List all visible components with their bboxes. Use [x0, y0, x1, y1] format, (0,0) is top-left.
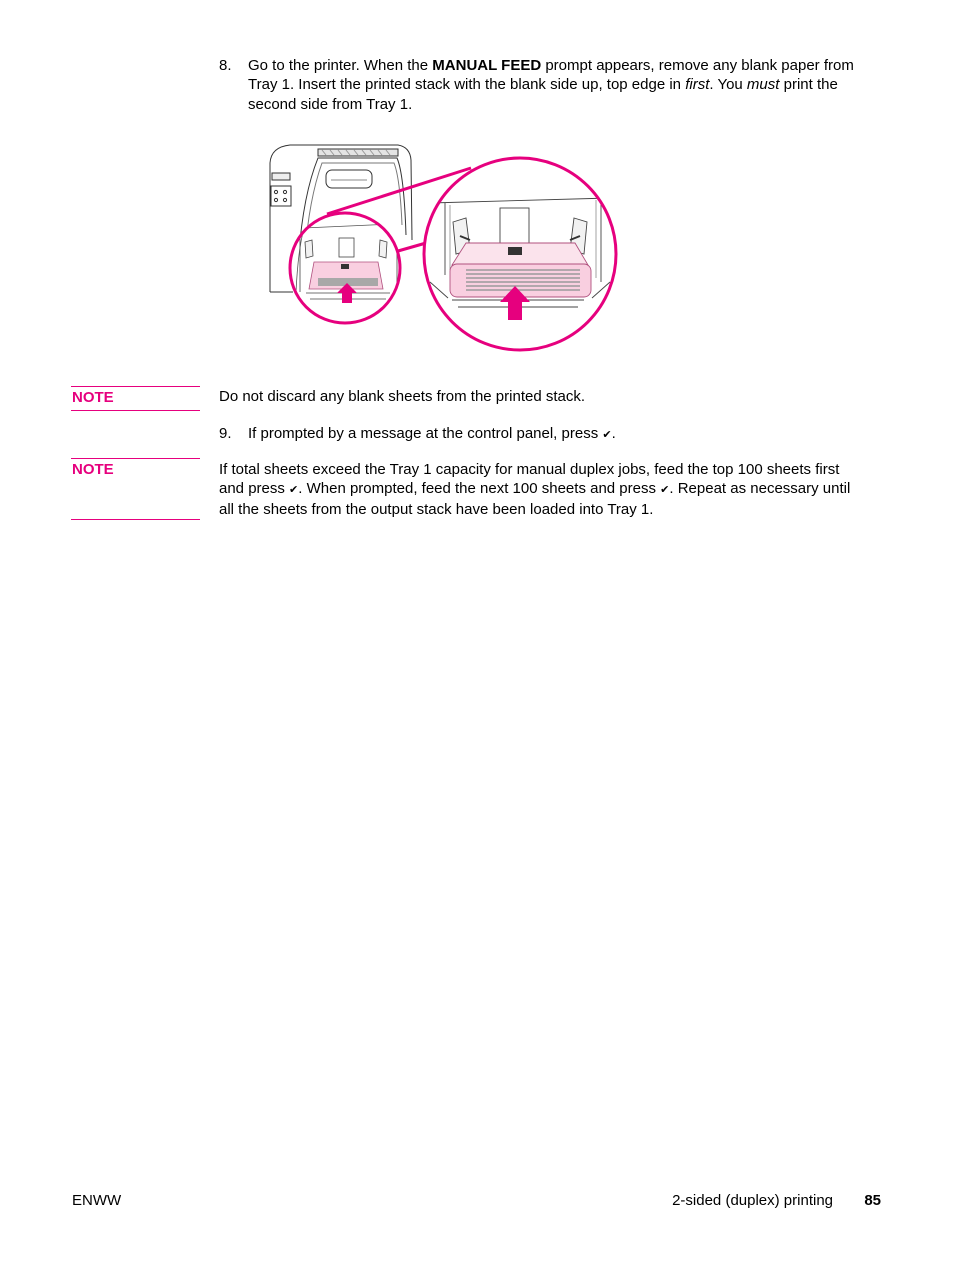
emphasis-must: must	[746, 76, 780, 94]
note-2-text-part: . When prompted, feed the next 100 sheets and press	[298, 480, 661, 498]
paper-holder	[339, 238, 354, 257]
paper-guide-left	[305, 240, 313, 258]
step-8-text-part: prompt appears, remove any blank paper from Tray 1. Insert the printed stack with the blank side up, top edge in	[248, 57, 854, 94]
emphasis-first: first	[685, 76, 710, 94]
note-1-text: Do not discard any blank sheets from the printed stack.	[219, 388, 586, 405]
magnifier-circle-large	[424, 158, 616, 350]
note-2-text-part: . Repeat as necessary until all the sheets from the output stack have been loaded into Tray 1.	[219, 480, 851, 518]
checkmark-icon: ✔	[602, 428, 612, 441]
step-8-text-part: print the second side from Tray 1.	[248, 76, 838, 113]
printer-button	[283, 198, 286, 201]
step-8-text	[248, 56, 873, 114]
magnifier-connector	[398, 243, 426, 251]
magnifier-circle-small	[290, 213, 404, 323]
step-8-number: 8.	[219, 57, 232, 74]
printer-button	[274, 190, 277, 193]
step-8-text-part: Go to the printer. When the	[248, 57, 433, 74]
hp-logo	[508, 247, 522, 255]
printer-tray-illustration	[260, 135, 630, 360]
note-rule-top	[71, 386, 200, 387]
step-9-text-part: .	[611, 425, 616, 442]
paper-holder	[500, 208, 529, 243]
note-2-text-part: If total sheets exceed the Tray 1 capacity for manual duplex jobs, feed the top 100 sheets first and press	[219, 461, 840, 498]
note-label: NOTE	[72, 461, 114, 478]
note-2-text	[219, 460, 861, 519]
printer-control-panel	[271, 186, 291, 206]
printer-display	[272, 173, 290, 180]
hp-logo	[341, 264, 349, 269]
printer-button	[274, 198, 277, 201]
step-9-number: 9.	[219, 425, 232, 442]
step-9-text	[248, 424, 868, 444]
step-9-text-part: If prompted by a message at the control panel, press	[248, 425, 603, 442]
manual-feed-prompt: MANUAL FEED	[432, 57, 542, 74]
checkmark-icon: ✔	[289, 483, 299, 497]
printer-button	[283, 190, 286, 193]
note-rule-top	[71, 458, 200, 459]
note-rule-bottom	[71, 519, 200, 520]
printer-door-handle	[326, 170, 372, 188]
checkmark-icon: ✔	[660, 483, 670, 497]
paper-guide-right	[379, 240, 387, 258]
note-label: NOTE	[72, 389, 114, 406]
step-8-text-part: . You	[709, 76, 747, 94]
note-rule-bottom	[71, 410, 200, 411]
footer-section-title: 2-sided (duplex) printing	[672, 1192, 833, 1209]
footer-left-label: ENWW	[72, 1192, 122, 1209]
page-number: 85	[864, 1192, 881, 1209]
